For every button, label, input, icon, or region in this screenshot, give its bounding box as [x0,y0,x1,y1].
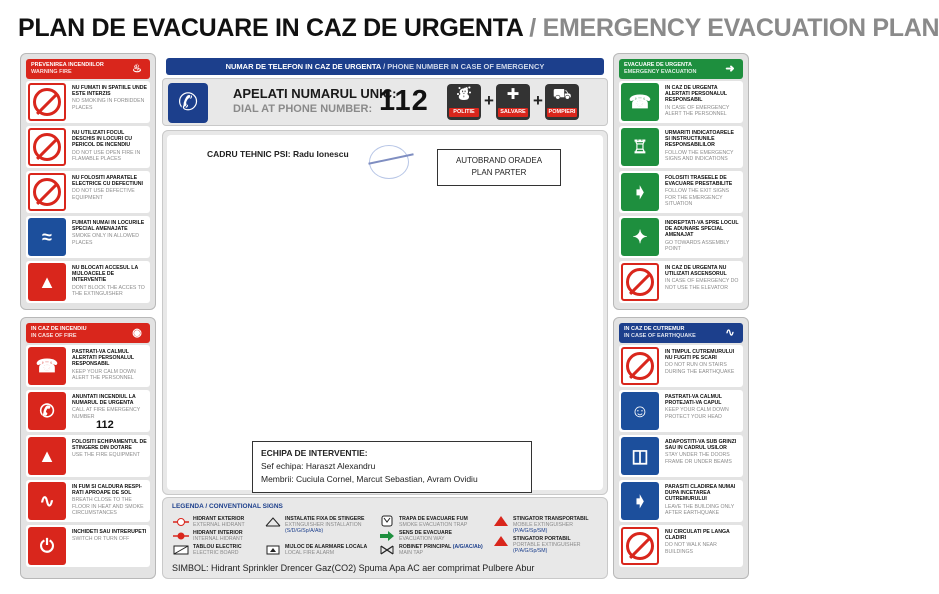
emergency-evacuation-header [619,59,743,79]
emergency-call-icon: ✆ [28,392,66,430]
item-ro: NU FOLOSITI APARATELE ELECTRICE CU DEFECTIUNI [72,175,143,188]
item-en: NO SMOKING IN FORBIDDEN PLACES [72,98,145,111]
item-ro: INCHIDETI SAU INTRERUPETI [72,529,147,535]
emergency-number: 112 [379,85,429,117]
team-title: ECHIPA DE INTERVENTIE: [261,448,368,458]
legend-ro: MIJLOC DE ALARMARE LOCALA [285,544,368,550]
legend-item [193,530,243,542]
item-en: IN CASE OF EMERGENCY DO NOT USE THE ELEVATOR [665,278,739,291]
list-item [26,435,150,477]
plus-sign: + [533,91,543,110]
alert-personnel-icon: ☎ [28,347,66,385]
symbol-sprinkler: Sprinkler [242,563,279,573]
intervention-team-box [252,441,532,493]
symbol-foam: Spuma [358,563,388,573]
item-en: STAY UNDER THE DOORS FRAME OR UNDER BEAMS [665,452,732,465]
local-fire-alarm-icon [265,545,281,555]
list-item [619,261,743,303]
item-ro: NU CIRCULATI PE LANGA CLADIRI [665,529,730,542]
follow-signs-icon: ♖ [621,128,659,166]
earthquake-panel [613,317,749,579]
list-item [619,81,743,123]
header-en: IN CASE OF FIRE [31,332,77,339]
legend-extra: (P/A/G/Sp/SM) [513,548,548,555]
list-item [619,216,743,258]
item-ro: IN FUM SI CALDURA RESPI- RATI APROAPE DE SOL [72,484,142,497]
symbol-label: SIMBOL: [172,563,209,573]
list-item [26,390,150,432]
legend-en: ELECTRIC BOARD [193,550,239,557]
technical-staff-label: CADRU TEHNIC PSI: Radu Ionescu [207,149,349,159]
item-en: DO NOT RUN ON STAIRS DURING THE EARTHQUAKE [665,362,735,375]
title-ro: PLAN DE EVACUARE IN CAZ DE URGENTA [18,14,523,42]
symbol-drencer: Drencer [280,563,313,573]
earthquake-icon: ∿ [725,327,735,339]
no-stairs-icon [621,347,659,385]
legend-ro: HIDRANT INTERIOR [193,530,243,536]
item-ro: URMARITI INDICATOARELE SI INSTRUCTIUNILE RESPONSABILILOR [665,130,734,149]
symbol-powder: Pulbere [482,563,514,573]
emergency-evacuation-panel [613,53,749,310]
internal-hydrant-icon [173,531,189,541]
in-case-fire-header [26,323,150,343]
legend-item [399,544,483,556]
smoking-area-icon: ≈ [28,218,66,256]
external-hydrant-icon [173,517,189,527]
list-item [619,171,743,213]
phone-bar-ro: NUMAR DE TELEFON IN CAZ DE URGENTA [225,62,382,71]
team-chief: Sef echipa: Haraszt Alexandru [261,461,376,471]
legend-item [399,516,468,528]
list-item [26,261,150,303]
list-item [26,216,150,258]
item-en: DO NOT USE DEFECTIVE EQUIPMENT [72,188,135,201]
item-en: LEAVE THE BUILDING ONLY AFTER EARTHQUAKE [665,503,735,516]
item-en: DO NOT USE OPEN FIRE IN FLAMABLE PLACES [72,149,141,162]
header-en: IN CASE OF EARTHQUAKE [624,332,696,339]
header-en: WARNING FIRE [31,68,72,75]
phone-bar-separator: / [381,62,388,71]
legend-ro: SENS DE EVACUARE [399,530,452,536]
emergency-exit-icon: ➧ [621,173,659,211]
legend-en: EXTERNAL HIDRANT [193,522,245,529]
item-en: DONT BLOCK THE ACCES TO THE EXTINGUISHER [72,284,145,297]
item-ro: IN TIMPUL CUTREMURULUI NU FUGITI PE SCARI [665,349,735,362]
legend-title-separator: / [203,503,209,510]
fire-prevention-header [26,59,150,79]
ambulance-icon: ✚ [506,86,520,103]
no-walking-near-buildings-icon [621,527,659,565]
item-ro: FOLOSITI TRASEELE DE EVACUARE PRESTABILITE [665,175,733,188]
emergency-number: 112 [96,418,114,431]
legend-item [513,516,589,535]
title-en: EMERGENCY EVACUATION PLAN [542,14,939,42]
symbol-compressed-air: AC aer comprimat [407,563,480,573]
no-open-fire-icon [28,128,66,166]
item-ro: FUMATI NUMAI IN LOCURILE SPECIAL AMENAJATE [72,220,145,233]
legend-ro: STINGATOR PORTABIL [513,536,571,542]
flame-icon: ♨ [132,63,142,75]
legend-title-ro: LEGENDA [172,503,204,510]
symbol-hydrant: Hidrant [211,563,241,573]
earthquake-header [619,323,743,343]
legend-title-en: CONVENTIONAL SIGNS [208,503,283,510]
item-en: SWITCH OR TURN OFF [72,536,130,543]
legend-extra: (A/G/AC/Ab) [452,544,483,550]
page-title [18,8,939,48]
legend-en: MOBILE EXTINGUISHER [513,522,573,529]
running-exit-icon: ➜ [725,63,735,75]
legend-ro: STINGATOR TRANSPORTABIL [513,516,589,522]
fire-alarm-icon: ◉ [132,327,142,339]
legend-ro: TABLOU ELECTRIC [193,544,242,550]
item-ro: ANUNTATI INCENDIUL LA NUMARUL DE URGENTA [72,394,136,407]
protect-head-icon: ☺ [621,392,659,430]
legend-en: PORTABLE EXTINGUISHER [513,542,581,549]
item-en: IN CASE OF EMERGENCY ALERT THE PERSONNEL [665,104,730,117]
floor-plan-canvas [167,135,603,490]
item-en: BREATH CLOSE TO THE FLOOR IN HEAT AND SMOKE CIRCUMSTANCES [72,497,144,516]
fixed-extinguisher-installation-icon [265,517,281,527]
item-en: KEEP YOUR CALM DOWN ALERT THE PERSONNEL [72,368,136,381]
legend-item [399,530,452,542]
item-ro: FOLOSITI ECHIPAMENTUL DE STINGERE DIN DOTARE [72,439,147,452]
switch-off-icon: ⏻ [28,527,66,565]
list-item [619,345,743,387]
item-en: FOLLOW THE EMERGENCY SIGNS AND INDICATIONS [665,149,734,162]
item-en: GO TOWARDS ASSEMBLY POINT [665,239,730,252]
extinguisher-icon: ▲ [28,263,66,301]
fire-truck-icon: ⛟ [552,86,572,103]
call-label-ro: APELATI NUMARUL UNIC: [233,86,397,101]
legend-ro-text: ROBINET PRINCIPAL [399,544,452,550]
item-ro: NU BLOCATI ACCESUL LA MIJLOACELE DE INTERVENTIE [72,265,138,284]
header-ro: IN CAZ DE CUTREMUR [624,326,685,332]
list-item [619,525,743,567]
police-car-icon: ⛇ [456,86,472,103]
symbol-water: Apa [389,563,406,573]
symbol-gas: Gaz(CO2) [315,563,357,573]
mobile-extinguisher-icon [493,516,509,526]
header-ro: PREVENIREA INCENDIILOR [31,62,104,68]
item-ro: PARASITI CLADIREA NUMAI DUPA INCETAREA CUTREMURULUI [665,484,736,503]
plan-floor-name: PLAN PARTER [471,168,527,177]
legend-en: SMOKE EVACUATION TRAP [399,522,468,529]
crawl-low-icon: ∿ [28,482,66,520]
list-item [26,525,150,567]
in-case-fire-panel [20,317,156,579]
item-ro: ADAPOSTITI-VA SUB GRINZI SAU IN CADRUL USILOR [665,439,737,452]
legend-item [285,544,367,556]
item-ro: IN CAZ DE URGENTA NU UTILIZATI ASCENSORUL [665,265,727,278]
no-smoking-icon [28,83,66,121]
header-en: EMERGENCY EVACUATION [624,68,697,75]
fire-truck-badge [545,84,579,120]
item-en: DO NOT WALK NEAR BUILDINGS [665,542,717,555]
item-en: CALL AT FIRE EMERGENCY NUMBER [72,407,141,420]
item-ro: PASTRATI-VA CALMUL ALERTATI PERSONALUL RESPONSABIL [72,349,134,368]
item-ro: PASTRATI-VA CALMUL PROTEJATI-VA CAPUL [665,394,722,407]
company-box [437,149,561,186]
no-elevator-icon [621,263,659,301]
item-ro: IN CAZ DE URGENTA ALERTATI PERSONALUL RESPONSABIL [665,85,727,104]
item-ro: INDREPTATI-VA SPRE LOCUL DE ADUNARE SPECIAL AMENAJAT [665,220,739,239]
legend-en: LOCAL FIRE ALARM [285,550,335,557]
item-ro: NU FUMATI IN SPATIILE UNDE ESTE INTERZIS [72,85,147,98]
list-item [619,390,743,432]
list-item [619,480,743,522]
legend-item [285,516,364,535]
signature-stamp [369,145,409,179]
phone-icon: ✆ [168,83,208,123]
header-ro: EVACUARE DE URGENTA [624,62,692,68]
legend-item [193,544,242,556]
legend-ro: HIDRANT EXTERIOR [193,516,245,522]
emergency-phone-bar [166,58,604,75]
leave-building-icon: ➧ [621,482,659,520]
electric-board-icon [173,545,189,555]
title-separator: / [522,14,543,42]
police-badge [447,84,481,120]
legend-extra: (S/D/G/Sp/A/Ab) [285,528,324,535]
service-label: SALVARE [498,108,528,117]
evacuation-arrow-icon [379,531,395,541]
legend-ro: INSTALATIE FIXA DE STINGERE [285,516,365,522]
legend-panel [162,497,608,579]
legend-item [513,536,581,555]
fire-prevention-panel [20,53,156,310]
item-en: FOLLOW THE EXIT SIGNS FOR THE EMERGENCY SITUATION [665,188,730,207]
door-frame-icon: ◫ [621,437,659,475]
legend-en: MAIN TAP [399,550,424,557]
no-defective-equipment-icon [28,173,66,211]
list-item [26,480,150,522]
item-en: SMOKE ONLY IN ALLOWED PLACES [72,233,139,246]
alert-personnel-icon: ☎ [621,83,659,121]
portable-extinguisher-icon [493,536,509,546]
list-item [26,126,150,168]
symbol-legend [172,563,534,573]
symbol-steam: Abur [515,563,535,573]
item-ro: NU UTILIZATI FOCUL DESCHIS IN LOCURI CU PERICOL DE INCENDIU [72,130,132,149]
smoke-trap-icon [379,516,395,526]
legend-title [172,503,283,510]
list-item [26,81,150,123]
phone-bar-en: PHONE NUMBER IN CASE OF EMERGENCY [387,62,545,71]
legend-en: EXTINGUISHER INSTALLATION [285,522,362,529]
item-en: USE THE FIRE EQUIPMENT [72,452,140,459]
service-label: POLITIE [449,108,479,117]
plus-sign: + [484,91,494,110]
list-item [26,345,150,387]
main-tap-icon [379,545,395,555]
legend-extra: (P/A/G/Sp/SM) [513,528,548,535]
legend-item [193,516,245,528]
item-en: KEEP YOUR CALM DOWN PROTECT YOUR HEAD [665,407,729,420]
team-members: Membrii: Cuciula Cornel, Marcut Sebastian, Avram Ovidiu [261,474,478,484]
company-name: AUTOBRAND ORADEA [455,156,543,165]
legend-en: INTERNAL HIDRANT [193,536,243,543]
service-label: POMPIERI [548,109,576,115]
header-ro: IN CAZ DE INCENDIU [31,326,87,332]
floor-plan-area [162,130,608,495]
list-item [619,435,743,477]
legend-en: EVACUATION WAY [399,536,445,543]
use-extinguisher-icon: ▲ [28,437,66,475]
ambulance-badge [496,84,530,120]
list-item [26,171,150,213]
call-label-en: DIAL AT PHONE NUMBER: [233,103,373,115]
emergency-phone-box [162,78,608,126]
list-item [619,126,743,168]
assembly-point-icon: ✦ [621,218,659,256]
legend-ro: TRAPA DE EVACUARE FUM [399,516,468,522]
